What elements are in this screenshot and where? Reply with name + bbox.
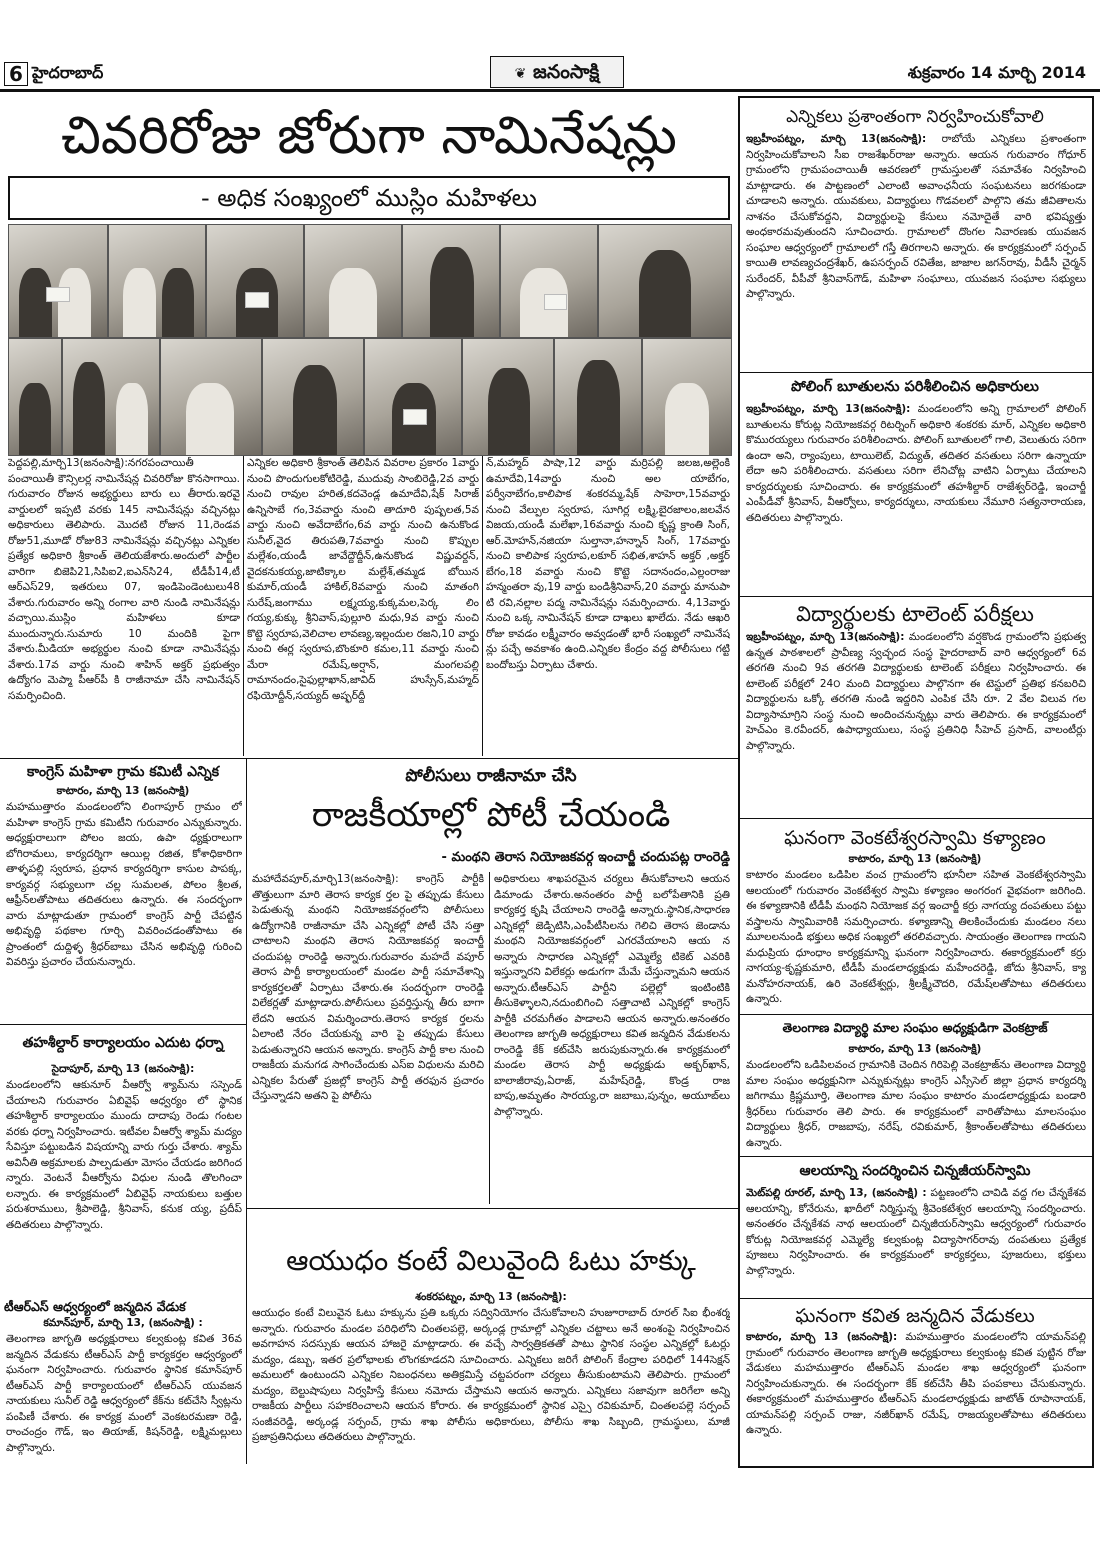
page-number-box	[4, 62, 28, 86]
photo-nomination-7	[598, 224, 732, 338]
police-byline: - మంథని తెరాస నియోజకవర్గ ఇంచార్జీ చందుపట్ల రాంరెడ్డి	[441, 850, 730, 865]
photo-nomination-9	[62, 338, 160, 456]
kavitha-bday-headline: ఘనంగా కవిత జన్మదిన వేడుకలు	[795, 1305, 1035, 1327]
polling-dateline: ఇబ్రహీంపట్నం, మార్చి 13(జనంసాక్షి):	[746, 403, 911, 415]
chinnajeeyar-dateline: మెట్‌పల్లి రూరల్, మార్చి 13, (జనంసాక్షి) :	[746, 1187, 927, 1199]
photo-nomination-12	[364, 338, 462, 456]
photo-nomination-3	[206, 224, 304, 338]
police-headline: రాజకీయాల్లో పోటీ చేయండి	[311, 795, 671, 835]
photo-nomination-2	[108, 224, 206, 338]
elections-headline: ఎన్నికలు ప్రశాంతంగా నిర్వహించుకోవాలి	[786, 107, 1044, 127]
police-body-col-1: మహాదేవపూర్,మార్చి13(జనంసాక్షి): కాంగ్రెస్ పార్టీకి తొత్తులుగా మారి తెరాస కార్యక ర్తల పై తప్పుడు కేసులు పెడుతున్న మంథని నియోజకవర్గంలోని పోలీసులు ఉద్యోగానికి రాజీనామా చేసి ఎన్నికల్లో పోటీ చేసి సత్తా చాటాలని మంథని తెరాస నియోజకవర్గ ఇంచార్జీ చందుపట్ల రాంరెడ్డి అన్నారు.గురువారం మహదే వపూర్ తెరాస పార్టీ కార్యాలయంలో మండల పార్టీ సమావేశాన్ని కార్యకర్తలతో ఏర్పాటు చేశారు.ఈ సందర్భంగా రాంరెడ్డి విలేకర్లతో మాట్లాడారు.పోలీసులు ప్రవర్తిస్తున్న తీరు బాగా లేదని ఆయన విమర్శించారు.తెరాస కార్యక ర్తలను ఏలాంటి నేరం చేయకున్న వారి పై తప్పుడు కేసులు పెడుతున్నారని ఆయన అన్నారు. కాంగ్రెస్ పార్టీ కాల నుంచి రాజకీయ మనుగడ సాగించేందుకు ఎస్ఐ విధులను మరిచి ఎన్నికల పేరుతో ప్రజల్లో కాంగ్రెస్ పార్టీ తరఫున ప్రచారం చేస్తున్నాడని అతని పై పోలీసు	[252, 873, 484, 1102]
photo-nomination-15	[642, 338, 732, 456]
vote-body: ఆయుధం కంటే విలువైన ఓటు హక్కును ప్రతి ఒక్కరు సద్వినియోగం చేసుకోవాలని హుజూరాబాద్ రూరల్ సిఐ భీంశర్మ అన్నారు. గురువారం మండల పరిధిలోని చింతలపల్లె, అర్కండ్ల గ్రామాల్లో ఎన్నికల చట్టాలు అనే అంశంపై నిర్వహించిన అవగాహన సదస్సుకు ఆయన హాజరై మాట్లాడారు. ఈ వచ్చే సార్వత్రికతతో పాటు స్థానిక సంస్థల ఎన్నికల్లో ఓటర్లు మద్యం, డబ్బు, ఇతర ప్రలోభాలకు లొంగకూడదని సూచించారు. ఎన్నికలు జరిగే పోలింగ్ కేంద్రాల పరిధిలో 144సెక్షన్ అమలులో ఉంటుందని ఎన్నికల నిబంధనలు అతిక్రమిస్తే చట్టపరంగా చర్యలు తీసుకుంటామని తెలిపారు. గ్రామంలో మద్యం, బెల్టుషాపులు నిర్వహిస్తే కేసులు నమోదు చేస్తామని ఆయన అన్నారు. ఎన్నికలు సజావుగా జరిగేలా అన్ని రాజకీయ పార్టీలు సహకరించాలని ఆయన కోరారు. ఈ కార్యక్రమంలో స్థానిక ఎస్సై రవికుమార్, చింతలపల్లె సర్పంచ్ సంజీవరెడ్డి, అర్కండ్ల సర్పంచ్, గ్రామ శాఖ పోలీసు అధికారులు, పోలీసు శాఖ సిబ్బంది, గ్రామస్థులు, మాజీ ప్రజాప్రతినిధులు తదితరులు పాల్గొన్నారు.	[252, 1307, 730, 1443]
photo-nomination-8	[8, 338, 62, 456]
kavitha-dateline: కమాన్‌పూర్, మార్చి 13, (జనంసాక్షి) :	[43, 1317, 203, 1329]
logo-leaf-icon: ❦	[514, 66, 527, 82]
city-label: హైదరాబాద్	[32, 63, 104, 82]
police-kicker: పోలీసులు రాజీనామా చేసి	[405, 766, 577, 786]
vidyarthi-dateline: కాటారం, మార్చి 13 (జనంసాక్షి)	[848, 1043, 982, 1055]
dharna-body: మండలంలోని ఆకునూర్ వీఆర్వో శ్యామ్‌ను సస్పెండ్ చేయాలని గురువారం ఏబివైఫ్ ఆధ్వర్యం లో స్థానిక తహశీల్దార్ కార్యాలయం ముందు దాదాపు రెండు గంటల వరకు ధర్నా నిర్వహించారు. ఇటీవల వీఆర్వో శ్యామ్ మద్యం సేవిస్తూ పట్టుబడిన విషయాన్ని వారు గుర్తు చేశారు. శ్యామ్ అవినీతి అక్రమాలకు పాల్పడుతూ మోసం చేయడం జరిగింద న్నారు. వెంటనే వీఆర్వోను విధుల నుండి తొలగించా లన్నారు. ఈ కార్యక్రమంలో ఏబివైఫ్ నాయకులు బత్తుల పరుశరాములు, శ్రీపాలెడ్డి, శ్రీనివాస్, కనుక య్య, ప్రదీప్ తదితరులు పాల్గొన్నారు.	[6, 1079, 242, 1231]
logo-text: జనంసాక్షి	[532, 61, 600, 83]
kavitha-headline: టీఆర్ఎస్ ఆధ్వర్యంలో జన్మదిన వేడుక	[4, 1299, 186, 1314]
kavitha-bday-body	[746, 1330, 1086, 1462]
vote-headline: ఆయుధం కంటే విలువైంది ఓటు హక్కు	[286, 1244, 696, 1277]
dharna-dateline: సైదాపూర్, మార్చి 13 (జనంసాక్షి):	[51, 1063, 195, 1075]
elections-body	[746, 132, 1086, 370]
chinnajeeyar-text: పట్టణంలోని చావిడి వద్ద గల చేన్నకేశవ ఆలయాన్ని, కోనేరును, ఖాదీలో నిర్మిస్తున్న శ్రీవెంకటేశ్వర ఆలయాన్ని సందర్శించారు. అనంతరం చేన్నకేశవ నాథ ఆలయంలో చిన్నజీయర్‌స్వామి ఆధ్వర్యంలో గురువారం కోరుట్ల నియోజకవర్గ ఎమ్మెల్యే కల్వకుంట్ల విద్యాసాగర్‌రావు దంపతులు ప్రత్యేక పూజలు నిర్వహించారు. ఈ కార్యక్రమంలో కార్యకర్తలు, పూజరులు, భక్తులు పాల్గొన్నారు.	[746, 1187, 1086, 1277]
chinnajeeyar-body	[746, 1186, 1086, 1296]
talent-body	[746, 630, 1086, 814]
kavitha-bday-text: మహముత్తారం మండలంలోని యామన్‌పల్లి గ్రామంలో గురువారం తెలంగాణ జాగృతి అధ్యక్షురాలు కల్వకుంట్ల కవిత పుట్టిన రోజు వేడుకలు మహముత్తారం టీఆర్ఎస్ మండల శాఖ ఆధ్వర్యంలో ఘనంగా నిర్వహించుకున్నారు. ఈ సందర్భంగా కేక్ కట్‌చేసి తీపి పంపకాలు చేసుకున్నారు. ఈకార్యక్రమంలో మహముత్తారం టీఆర్ఎస్ మండలాధ్యక్షుడు జాటోత్ రూపానాయక్, యామన్‌పల్లి సర్పంచ్ రాజు, నజీర్‌ఖాన్ రమేష్, రాజయ్యలతోపాటు తదితరులు ఉన్నారు.	[746, 1331, 1086, 1436]
vidyarthi-headline: తెలంగాణ విద్యార్థి మాల సంఘం అధ్యక్షుడిగా వెంకట్రాజ్	[782, 1020, 1048, 1035]
chinnajeeyar-headline: ఆలయాన్ని సందర్శించిన చిన్నజీయర్‌స్వామి	[799, 1163, 1031, 1179]
vidyarthi-body: మండలంలోని ఒడిపిలవంచ గ్రామానికి చెందిన గిరిపెల్లి వెంకట్రాజ్‌ను తెలంగాణ విద్యార్థి మాల సంఘం అధ్యక్షునిగా ఎన్నుకున్నట్లు కాంగ్రెస్ ఎస్సీసెల్ జిల్లా ప్రధాన కార్యదర్శి జగిగాము క్రిష్ణమూర్తి, తెలంగాణ మాల సంఘం కాటారం మండలాధ్యక్షుడు బండారి శ్రీధర్‌లు గురువారం తెలి పారు. ఈ కార్యక్రమంలో వారితోపాటు మాలసంఘం విద్యార్థులు శ్రీధర్, రాజబాపు, నరేష్, రవికుమార్, శ్రీకాంత్‌లతోపాటు తదితరులు ఉన్నారు.	[746, 1059, 1086, 1149]
vote-dateline: శంకరపట్నం, మార్చి 13 (జనంసాక్షి):	[415, 1291, 567, 1303]
photo-nomination-4	[304, 224, 402, 338]
elections-text: రాబోయే ఎన్నికలు ప్రశాంతంగా నిర్వహించుకోవాలని సీఐ రాజశేఖర్‌రాజు అన్నారు. ఆయన గురువారం గోధూర్ గ్రామంలోని గ్రామపంచాయితీ ఆవరణలో గ్రామస్తులతో సమావేశం నిర్వహించి మాట్లాడారు. ఈ పాట్టణంలో ఎలాంటి అవాంఛనీయ సంఘటనలు జరగకుండా చూడాలని అన్నారు. యువకులు, విద్యార్థులు గొడవలలో పాల్గొని తమ జీవితాలను నాశనం చేసుకోవద్దని, విద్యార్థులపై కేసులు నమోదైతే వారి భవిష్యత్తు అంధకారమవుతుందని సూచించారు. గ్రామాలలో దొంగల నివారణకు యువజన సంఘాల ఆధ్వర్యంలో గ్రామాలలో గస్తీ తిరగాలని అన్నారు. ఈ కార్యక్రమంలో సర్పంచ్ కాయితి లావణ్యచంద్రశేఖర్, ఉపసర్పంచ్ రవితేజ, జాజాల జగన్‌రావు, వీడీసీ చైర్మన్ సురేందర్, వీపీవో శ్రీనివాస్‌గౌడ్, మహిళా సంఘాలు, యువజన సంఘాల సభ్యులు పాల్గొన్నారు.	[746, 133, 1086, 300]
photo-nomination-11	[262, 338, 364, 456]
polling-body	[746, 402, 1086, 594]
elections-dateline: ఇబ్రహీంపట్నం, మార్చి 13(జనంసాక్షి):	[746, 133, 927, 145]
lead-body-col-2: ఎన్నికల అధికారి శ్రీకాంత్ తెలిపిన వివరాల ప్రకారం 1వార్డు నుంచి పొందుగులకోటిరెడ్డి, ముదువు సాంబిరెడ్డి,2వ వార్డు నుంచి రావుల హరిత,కదవెండ్ల ఉమాదేవి,షేక్ సిరాజ్ ఉన్నిసాబే గం,3వవార్డు నుంచి తాదూరి పుష్పలత,5వ వార్డు నుంచి అవేదాబేగం,6వ వార్డు నుంచి ఉనుకొండ సునీల్,వైద తిరుపతి,7వవార్డు నుంచి కొప్పుల మల్లేశం,యండీ జావేద్దౌద్దీన్,ఉనుకొండ విష్ణువర్దన్, వైదకనుకయ్య,జాటిక్కాల మల్లేశ్,తమ్మడ బోయిన కుమార్,యండీ హాకిల్,8వవార్డు నుంచి మాతంగి సురేష్,జంగాము లక్ష్మయ్య,కుక్కమల,పెర్క లిం గయ్య,కుక్కు శ్రీనివాస్,పుల్లూరి మధు,9వ వార్డు నుంచి కొట్టె స్వరూప,వెలిచాల లావణ్య,ఇల్లందుల రజని,10 వార్డు నుంచి ఈర్ల స్వరూప,బొంకూరి కమల,11 వవార్డు నుంచి మేరా రమేష్,అర్షాన్, మంగలపల్లి రామానందం,సైఫుల్లాఖాన్,జావిద్ హుస్సేన్,మహ్మద్ రఫియోద్దీన్,సయ్యద్ అష్ఫర్‌ద్దీ	[247, 457, 479, 702]
photo-nomination-10	[160, 338, 262, 456]
congress-dateline: కాటారం, మార్చి 13 (జనంసాక్షి)	[56, 785, 190, 797]
congress-body: మహముత్తారం మండలంలోని లింగాపూర్ గ్రామం లో మహిళా కాంగ్రెస్ గ్రామ కమిటీని గురువారం ఎన్నుకున్నారు. అధ్యక్షురాలుగా పోలం జయ, ఉపా ధ్యక్షురాలుగా బోగిరామలు, కార్యదర్శిగా ఆయిల్ల రజిత, కోశాధికారిగా తాళ్ళపల్లి స్వరూప, ప్రధాన కార్యదర్శిగా కాసుల పాపక్క, కార్యవర్గ సభ్యులుగా చల్ల సుమలత, పోలం శ్రీలత, ఆఫ్రీన్‌లతోపాటు తదితరులు ఉన్నారు. ఈ సందర్భంగా వారు మాట్లాడుతూ గ్రామంలో కాంగ్రెస్ పార్టీ చేపట్టిన అభివృద్ధి పథకాల గూర్చి వివరించడంతోపాటు ఈ ప్రాంతంలో దుద్దిళ్ళ శ్రీధర్‌బాబు చేసిన అభివృద్ధి గురించి వివరిస్తు ప్రచారం చేయనున్నారు.	[6, 801, 242, 968]
kalyanam-headline: ఘనంగా వెంకటేశ్వరస్వామి కళ్యాణం	[784, 827, 1046, 849]
lead-body-col-1: పెద్దపల్లి,మార్చి13(జనంసాక్షి):నగరపంచాయితీ పంచాయితీ కౌన్సిలర్ల నామినేషన్ల చివరిరోజు కొనసాగాయి. గురువారం రోజున అభ్యర్థులు బారు లు తీరారు.ఇరవై వార్డులలో ఇప్పటి వరకు 145 నామినేషన్లు వచ్చినట్లు అధికారులు తెలిపారు. మొదటి రోజున 11,రెండవ రోజు51,మూడో రోజు83 నామినేషన్లు వచ్చినట్లు ఎన్నికల ప్రత్యేక అధికారి శ్రీకాంత్ తెలియజేశారు.అందులో పార్టీల వారిగా బిజెపి21,సిపిఐ2,ఐఎన్‌సి24, టీడీపీ14,టీ ఆర్ఎస్29, ఇతరులు 07, ఇండిపెండెంటులు48 వేశారు.గురువారం అన్ని రంగాల వారి నుండి నామినేషన్లు వచ్చాయి.ముస్లిం మహిళలు కూడా ముందున్నారు.సుమారు 10 మందికి పైగా వేశారు.మీడియా అభ్యర్థుల నుంచి కూడా నామినేషన్లు వేశారు.17వ వార్డు నుంచి శాహిన్ అక్తర్ ప్రభుత్వం ఉద్యోగం మెప్మా పీఆర్‌పీ కి రాజీనామా చేసి నామినేషన్ సమర్పించింది.	[8, 457, 240, 702]
police-body-col-2: అధికారులు శాఖపరమైన చర్యలు తీసుకోవాలని ఆయన డిమాండు చేశారు.అనంతరం పార్టీ బలోపేతానికి ప్రతి కార్యకర్త కృషి చేయాలని రాంరెడ్డి అన్నారు.స్థానిక,సాధారణ ఎన్నికల్లో జెడ్పిటిసి,ఎంపీటీసిలను గెలిచి తెరాస జెండాను మంథని నియోజకవర్గంలో ఎగరవేయాలని ఆయ న అన్నారు సాధారణ ఎన్నికల్లో ఎమ్మెల్యే టికెట్ ఎవరికి ఇస్తున్నారని విలేకర్లు అడుగగా మేమే చేస్తున్నామని ఆయన అన్నారు.టీఆర్ఎస్ పార్టీని పల్లెల్లో ఇంటింటికి తీసుకెళ్ళాలని,నదుంబిగించి సత్తాచాటి ఎన్నికల్లో కాంగ్రెస్ పార్టీకి చరమగీతం పాడాలని ఆయన అన్నారు.అనంతరం తెలంగాణ జాగృతి అధ్యక్షురాలు కవిత జన్మదిన వేడుకలను రాంరెడ్డి కేక్ కట్‌చేసి జరుపుకున్నారు.ఈ కార్యక్రమంలో మండల తెరాస పార్టీ అధ్యక్షుడు అక్బర్‌ఖాన్, బాలాజీరావు,ఏరాజ్, మహేష్‌రెడ్డి, కొండ్ర రాజ బాపు,అమృతం సారయ్య,రా జబాబు,పున్నం, అయూబ్‌లు పాల్గొన్నారు.	[494, 873, 730, 1118]
issue-date: శుక్రవారం 14 మార్చి 2014	[907, 63, 1086, 82]
photo-nomination-1	[8, 224, 108, 338]
photo-nomination-13	[462, 338, 554, 456]
talent-headline: విద్యార్థులకు టాలెంట్ పరీక్షలు	[796, 602, 1034, 626]
talent-dateline: ఇబ్రహీంపట్నం, మార్చి 13(జనంసాక్షి):	[746, 631, 905, 643]
lead-headline: చివరిరోజు జోరుగా నామినేషన్లు	[61, 106, 677, 166]
polling-text: మండలంలోని అన్ని గ్రామాలలో పోలింగ్ బూతులను కోరుట్ల నియోజకవర్గ రిటర్నింగ్ అధికారి శంకరకు మార్, ఎన్నికల అధికారి కొమురయ్యలు గురువారం పరిశీలించారు. పోలింగ్ బూతులలో గాలి, వెలుతురు సరిగా ఉందా అని, ర్యాంపులు, టాయిలెట్, విద్యుత్, తదితర వసతులు సరిగా ఉన్నాయా లేదా అని పరిశీలించారు. వసతులు సరిగా లేనిచోట్ల వాటిని ఏర్పాటు చేయాలని కార్యదర్శులకు సూచించారు. ఈ కార్యక్రమంలో తహశీల్దార్ రాజేశ్వర్‌రెడ్డి, ఇంచార్జీ ఎంపీడీవో శ్రీనివాస్, వీఆర్వోలు, కార్యదర్శులు, నాయకులు నేమూరి సత్యనారాయణ, తదితరులు పాల్గొన్నారు.	[746, 403, 1086, 524]
polling-headline: పోలింగ్ బూతులను పరిశీలించిన అధికారులు	[791, 379, 1039, 395]
kavitha-bday-dateline: కాటారం, మార్చి 13 (జనంసాక్షి):	[746, 1331, 898, 1343]
lead-subhead-box	[8, 176, 730, 220]
masthead-logo	[490, 56, 624, 88]
kalyanam-dateline: కాటారం, మార్చి 13 (జనంసాక్షి)	[848, 853, 982, 865]
talent-text: మండలంలోని వర్షకొండ గ్రామంలోని ప్రభుత్వ ఉన్నత పాఠశాలలో ప్రావీణ్య స్వచ్ఛంద సంస్థ హైదరాబాద్ వారి ఆధ్వర్యంలో 6వ తరగతి నుంచి 9వ తరగతి విద్యార్థులకు టాలెంట్ పరీక్షలు నిర్వహించారు. ఈ టాలెంట్ పరీక్షలో 24౦ మంది విద్యార్థులు పాల్గొనగా ఈ టెస్టులో ప్రతిభ కనబరిచి విద్యార్థులను ఒక్కో తరగతి నుండి ఇద్దరిని ఎంపిక చేసి రూ. 2 వేల విలువ గల విద్యాసామాగ్రిని సంస్థ నుంచి అందించనున్నట్లు వారు తెలిపారు. ఈ కార్యక్రమంలో హెచ్ఎం కె.రవీందర్, ఉపాధ్యాయులు, సంస్థ ప్రతినిధి సీహెచ్ ప్రసాద్, వాలంటీర్లు పాల్గొన్నారు.	[746, 631, 1086, 752]
photo-nomination-6	[500, 224, 598, 338]
lead-subhead: - అధిక సంఖ్యంలో ముస్లిం మహిళలు	[200, 184, 537, 212]
page-number: 6	[9, 62, 23, 86]
kalyanam-body: కాటారం మండలం ఒడిపిల వంచ గ్రామంలోని భూనీలా సహిత వెంకటేశ్వరస్వామి ఆలయంలో గురువారం వెంకటేశ్వర స్వామి కళ్యాణం అంగరంగ వైభవంగా జరిగింది. ఈ కళ్యాణానికి టీడీపీ మంథని నియోజక వర్గ ఇంచార్జీ కర్రు నాగయ్య దంపతులు పట్టు వస్త్రాలను స్వామివారికి సమర్పించారు. కళ్యాణాన్ని తిలకించేందుకు మండలం నలు మూలలనుండి భక్తులు అధిక సంఖ్యలో తరలివచ్చారు. సాయంత్రం తెలంగాణ గాయని మధుప్రియ ధూంధాం కార్యక్రమాన్ని ఘనంగా నిర్వహించారు. ఈకార్యక్రమంలో కర్రు నాగయ్య-కృష్ణకుమారి, టీడీపీ మండలాధ్యక్షుడు మహేందరెడ్డి, జోదు శ్రీనివాస్, క్యా మనోహరనాయక్, ఉరి వెంకటేశ్వర్లు, శ్రీలక్ష్మీచౌదరి, రమేష్‌లతోపాటు తదితరులు ఉన్నారు.	[746, 869, 1086, 1005]
masthead	[0, 0, 1100, 92]
kavitha-body: తెలంగాణ జాగృతి అధ్యక్షురాలు కల్వకుంట్ల కవిత 36వ జన్మదిన వేడుకను టీఆర్ఎస్ పార్టీ కార్యకర్తల ఆధ్వర్యంలో ఘనంగా నిర్వహించారు. గురువారం స్థానిక కమాన్‌పూర్ టీఆర్ఎస్ పార్టీ కార్యాలయంలో టీఆర్ఎస్ యువజన నాయకులు సునీల్ రెడ్డి ఆధ్వర్యంలో కేక్‌ను కట్‌చేసి స్వీట్లను పంపిణీ చేశారు. ఈ కార్యక్ర మంలో వెంకటరమణా రెడ్డి, రాంచంద్రం గౌడ్, ఇం తియాజ్, కిషన్‌రెడ్డి, లక్ష్మిమల్లులు పాల్గొన్నారు.	[6, 1333, 242, 1454]
photo-nomination-14	[554, 338, 642, 456]
photo-nomination-5	[402, 224, 500, 338]
congress-headline: కాంగ్రెస్ మహిళా గ్రామ కమిటీ ఎన్నిక	[26, 764, 220, 780]
lead-body-col-3: న్,మహ్మద్ పాషా,12 వార్డు మర్రిపల్లి జలజ,అల్లెంకి ఉమాదేవి,14వార్డు నుంచి అల యాబేగం, పర్వీనాబేగం,కాలిపాక శంకరమ్మ,షేక్ సాహెరా,15వవార్డు నుంచి వేల్పుల స్వరూప, సూగిర్ల లక్ష్మి,బైరజాలం,జలవేన విజయ,యండీ మలేఖా,16వవార్డు నుంచి కృష్ణ క్రాంతి సింగ్, ఆర్.మోహన్,నజియా సుల్తానా,హన్నాన్ సింగ్, 17వవార్డు నుంచి కాలిపాక స్వరూప,లకూర్ సభిత,శాహన్ అక్తర్ ,అక్తర్ బేగం,18 వవార్డు నుంచి కొట్టె సదానందం,ఎల్లంరాజు హన్మంతరా వు,19 వార్డు బండిశ్రీనివాస్,20 వవార్డు మానుపా టి రవి,నల్లాల పద్మ నామినేషన్లు సమర్పించారు. 4,13వార్డు నుంచి ఒక్క నామినేషన్ కూడా దాఖలు ఖాలేదు. నేడు ఆఖరి రోజు కావడం లక్ష్మీవారం అవ్వడంతో భారీ సంఖ్యలో నామినేష న్లు పచ్చే అవకాశం ఉంది.ఎన్నికల కేంద్రం వద్ద పోలీసులు గట్టి బందోబస్తు ఏర్పాటు చేశారు.	[486, 457, 730, 671]
dharna-headline: తహశీల్దార్ కార్యాలయం ఎదుట ధర్నా	[22, 1035, 224, 1051]
